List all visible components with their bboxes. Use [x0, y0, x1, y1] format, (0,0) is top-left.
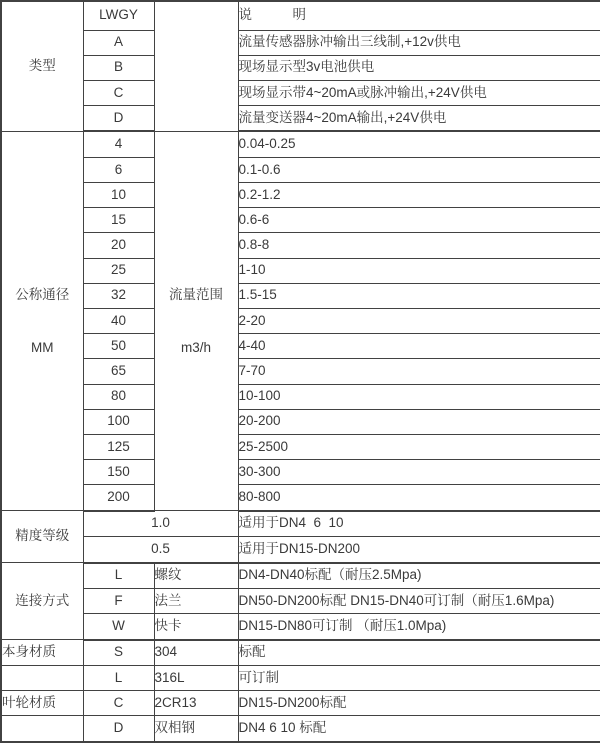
flow-range-label — [154, 131, 238, 510]
connection-desc: DN4-DN40标配（耐压2.5Mpa) — [238, 563, 600, 589]
material-label — [1, 716, 83, 742]
dn-value: 50 — [83, 334, 154, 359]
flow-range-value: 0.2-1.2 — [238, 183, 600, 208]
material-desc: 可订制 — [238, 665, 600, 690]
flow-range-value: 30-300 — [238, 460, 600, 485]
type-row-desc: 流量传感器脉冲输出三线制,+12v供电 — [238, 30, 600, 55]
type-row-code: D — [83, 106, 154, 132]
material-name: 双相钢 — [154, 716, 238, 742]
connection-name: 螺纹 — [154, 563, 238, 589]
flow-range-value: 80-800 — [238, 485, 600, 511]
material-code: S — [83, 640, 154, 666]
material-code: D — [83, 716, 154, 742]
dn-value: 20 — [83, 233, 154, 258]
connection-name: 快卡 — [154, 614, 238, 640]
connection-section-label: 连接方式 — [1, 563, 83, 640]
diameter-section-label — [1, 131, 83, 510]
flow-range-value: 1-10 — [238, 258, 600, 283]
flow-range-value: 1.5-15 — [238, 283, 600, 308]
type-row-code: B — [83, 55, 154, 80]
flow-range-value: 0.6-6 — [238, 208, 600, 233]
material-desc: DN4 6 10 标配 — [238, 716, 600, 742]
dn-value: 25 — [83, 258, 154, 283]
dn-value: 15 — [83, 208, 154, 233]
type-row-code: A — [83, 30, 154, 55]
dn-value: 150 — [83, 460, 154, 485]
dn-value: 80 — [83, 384, 154, 409]
dn-value: 65 — [83, 359, 154, 384]
flow-range-label-line2: m3/h — [180, 339, 211, 355]
material-label: 本身材质 — [1, 640, 83, 666]
connection-desc: DN15-DN80可订制 （耐压1.0Mpa) — [238, 614, 600, 640]
accuracy-desc: 适用于DN4 6 10 — [238, 511, 600, 537]
accuracy-section-label: 精度等级 — [1, 511, 83, 563]
flow-range-label-line1: 流量范围 — [169, 286, 223, 302]
dn-value: 10 — [83, 183, 154, 208]
flow-range-value: 7-70 — [238, 359, 600, 384]
material-desc: 标配 — [238, 640, 600, 666]
dn-value: 200 — [83, 485, 154, 511]
dn-value: 125 — [83, 434, 154, 459]
dn-value: 40 — [83, 309, 154, 334]
material-name: 304 — [154, 640, 238, 666]
material-label — [1, 665, 83, 690]
dn-value: 4 — [83, 131, 154, 157]
type-section-spacer-cell — [154, 1, 238, 131]
material-label: 叶轮材质 — [1, 691, 83, 716]
flow-range-value: 0.04-0.25 — [238, 131, 600, 157]
flow-range-value: 2-20 — [238, 309, 600, 334]
flow-range-value: 20-200 — [238, 409, 600, 434]
accuracy-desc: 适用于DN15-DN200 — [238, 537, 600, 563]
spec-header: 说 明 — [238, 1, 600, 30]
accuracy-value: 0.5 — [83, 537, 238, 563]
type-section-label: 类型 — [1, 1, 83, 131]
connection-name: 法兰 — [154, 588, 238, 613]
diameter-label-line2: MM — [31, 339, 54, 355]
dn-value: 100 — [83, 409, 154, 434]
connection-code: W — [83, 614, 154, 640]
material-code: L — [83, 665, 154, 690]
connection-desc: DN50-DN200标配 DN15-DN40可订制（耐压1.6Mpa) — [238, 588, 600, 613]
material-name: 2CR13 — [154, 691, 238, 716]
flow-range-value: 0.8-8 — [238, 233, 600, 258]
type-row-desc: 现场显示带4~20mA或脉冲输出,+24V供电 — [238, 80, 600, 105]
dn-value: 6 — [83, 157, 154, 182]
flow-range-value: 25-2500 — [238, 434, 600, 459]
type-row-desc: 流量变送器4~20mA输出,+24V供电 — [238, 106, 600, 132]
type-row-code: C — [83, 80, 154, 105]
flow-range-value: 0.1-0.6 — [238, 157, 600, 182]
connection-code: L — [83, 563, 154, 589]
diameter-label-line1: 公称通径 — [15, 286, 70, 302]
accuracy-value: 1.0 — [83, 511, 238, 537]
model-code: LWGY — [83, 1, 154, 30]
connection-code: F — [83, 588, 154, 613]
type-row-desc: 现场显示型3v电池供电 — [238, 55, 600, 80]
material-code: C — [83, 691, 154, 716]
flow-range-value: 4-40 — [238, 334, 600, 359]
material-desc: DN15-DN200标配 — [238, 691, 600, 716]
dn-value: 32 — [83, 283, 154, 308]
flow-range-value: 10-100 — [238, 384, 600, 409]
material-name: 316L — [154, 665, 238, 690]
